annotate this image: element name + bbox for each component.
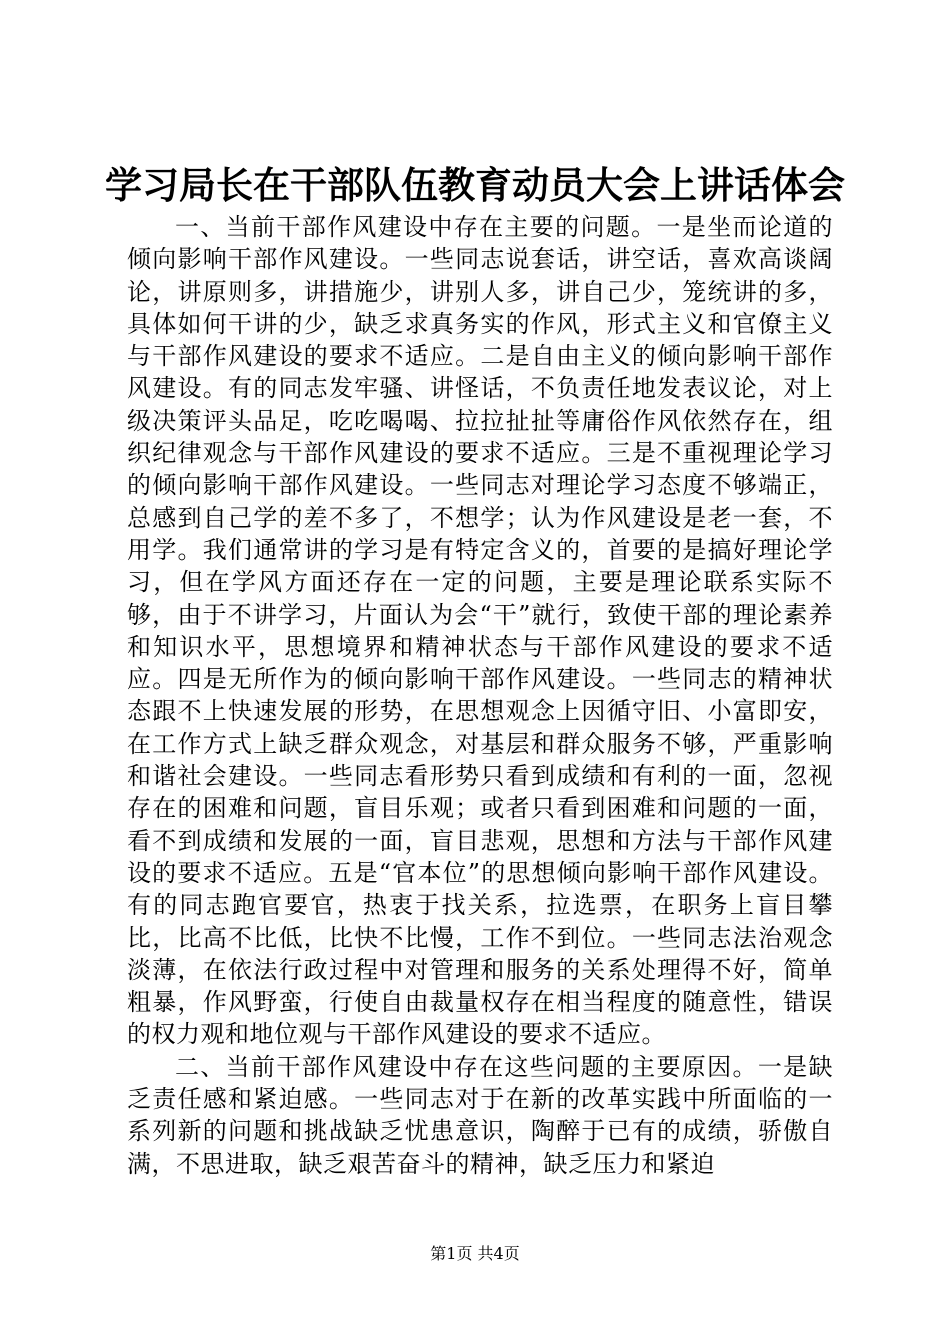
page-number: 第1页 共4页 — [430, 1244, 520, 1263]
paragraph-1: 一、当前干部作风建设中存在主要的问题。一是坐而论道的倾向影响干部作风建设。一些同志说套话，讲空话，喜欢高谈阔论，讲原则多，讲措施少，讲别人多，讲自己少，笼统讲的多，具体如何干讲的少，缺乏求真务实的作风，形式主义和官僚主义与干部作风建设的要求不适应。二是自由主义的倾向影响干部作风建设。有的同志发牢骚、讲怪话，不负责任地发表议论，对上级决策评头品足，吃吃喝喝、拉拉扯扯等庸俗作风依然存在，组织纪律观念与干部作风建设的要求不适应。三是不重视理论学习的倾向影响干部作风建设。一些同志对理论学习态度不够端正，总感到自己学的差不多了，不想学；认为作风建设是老一套，不用学。我们通常讲的学习是有特定含义的，首要的是搞好理论学习，但在学风方面还存在一定的问题，主要是理论联系实际不够，由于不讲学习，片面认为会“干”就行，致使干部的理论素养和知识水平，思想境界和精神状态与干部作风建设的要求不适应。四是无所作为的倾向影响干部作风建设。一些同志的精神状态跟不上快速发展的形势，在思想观念上因循守旧、小富即安，在工作方式上缺乏群众观念，对基层和群众服务不够，严重影响和谐社会建设。一些同志看形势只看到成绩和有利的一面，忽视存在的困难和问题，盲目乐观；或者只看到困难和问题的一面，看不到成绩和发展的一面，盲目悲观，思想和方法与干部作风建设的要求不适应。五是“官本位”的思想倾向影响干部作风建设。有的同志跑官要官，热衷于找关系，拉选票，在职务上盲目攀比，比高不比低，比快不比慢，工作不到位。一些同志法治观念淡薄，在依法行政过程中对管理和服务的关系处理得不好，简单粗暴，作风野蛮，行使自由裁量权存在相当程度的随意性，错误的权力观和地位观与干部作风建设的要求不适应。 — [127, 213, 833, 1049]
document-title: 学习局长在干部队伍教育动员大会上讲话体会 — [105, 163, 845, 207]
document-body — [127, 211, 833, 1180]
paragraph-2: 二、当前干部作风建设中存在这些问题的主要原因。一是缺乏责任感和紧迫感。一些同志对于在新的改革实践中所面临的一系列新的问题和挑战缺乏忧患意识，陶醉于已有的成绩，骄傲自满，不思进取，缺乏艰苦奋斗的精神，缺乏压力和紧迫 — [127, 1052, 833, 1178]
